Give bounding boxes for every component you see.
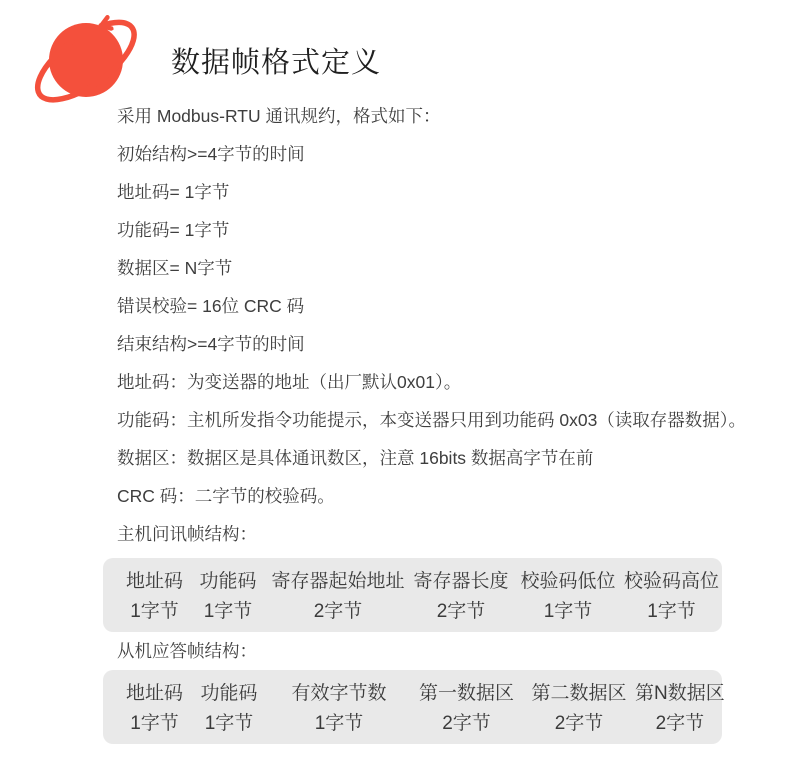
paragraph-function-desc: 功能码：主机所发指令功能提示，本变送器只用到功能码 0x03（读取存器数据）。 [117,410,747,430]
column-header: 地址码 [125,683,183,704]
table-column [523,679,635,739]
table-column [624,567,719,627]
master-frame-table [103,558,722,632]
table-column [410,679,523,739]
column-header: 寄存器起始地址 [271,571,405,592]
paragraph-data-area: 数据区= N字节 [117,258,233,278]
table-column [512,567,624,627]
slave-frame-table [103,670,725,744]
column-header: 有效字节数 [291,683,387,704]
paragraph-address-desc: 地址码：为变送器的地址（出厂默认0x01）。 [117,372,462,392]
table-column [119,567,190,627]
column-header: 第N数据区 [635,683,725,704]
column-value: 1字节 [204,713,254,734]
page-title: 数据帧格式定义 [171,47,382,79]
master-frame-label: 主机问讯帧结构： [117,524,257,544]
paragraph-error-check: 错误校验= 16位 CRC 码 [117,296,305,316]
table-column [190,679,268,739]
column-value: 1字节 [130,601,179,622]
table-column [119,679,190,739]
planet-orbit-icon [0,0,160,106]
column-value: 1字节 [130,713,179,734]
column-value: 2字节 [436,601,486,622]
column-value: 2字节 [554,713,604,734]
paragraph-data-desc: 数据区：数据区是具体通讯数区，注意 16bits 数据高字节在前 [117,448,594,468]
paragraph-end-structure: 结束结构>=4字节的时间 [117,334,305,354]
column-value: 2字节 [313,601,363,622]
column-header: 寄存器长度 [413,571,509,592]
column-header: 功能码 [200,683,258,704]
table-column [266,567,410,627]
table-column [268,679,410,739]
table-column [410,567,512,627]
column-header: 功能码 [199,571,257,592]
column-header: 校验码低位 [520,571,616,592]
column-value: 2字节 [655,713,705,734]
slave-frame-label: 从机应答帧结构： [117,641,257,661]
column-header: 第一数据区 [418,683,514,704]
column-value: 1字节 [543,601,593,622]
column-header: 校验码高位 [624,571,720,592]
column-value: 2字节 [442,713,491,734]
table-column [635,679,725,739]
column-header: 地址码 [125,571,183,592]
content-body [117,97,746,744]
table-column [190,567,266,627]
column-value: 1字节 [203,601,253,622]
paragraph-function-code: 功能码= 1字节 [117,220,230,240]
paragraph-start-structure: 初始结构>=4字节的时间 [117,144,305,164]
column-value: 1字节 [647,601,696,622]
paragraph-address-code: 地址码= 1字节 [117,182,230,202]
column-value: 1字节 [314,713,364,734]
paragraph-crc-desc: CRC 码：二字节的校验码。 [117,486,335,506]
paragraph-protocol: 采用 Modbus-RTU 通讯规约，格式如下： [117,106,441,126]
column-header: 第二数据区 [531,683,627,704]
